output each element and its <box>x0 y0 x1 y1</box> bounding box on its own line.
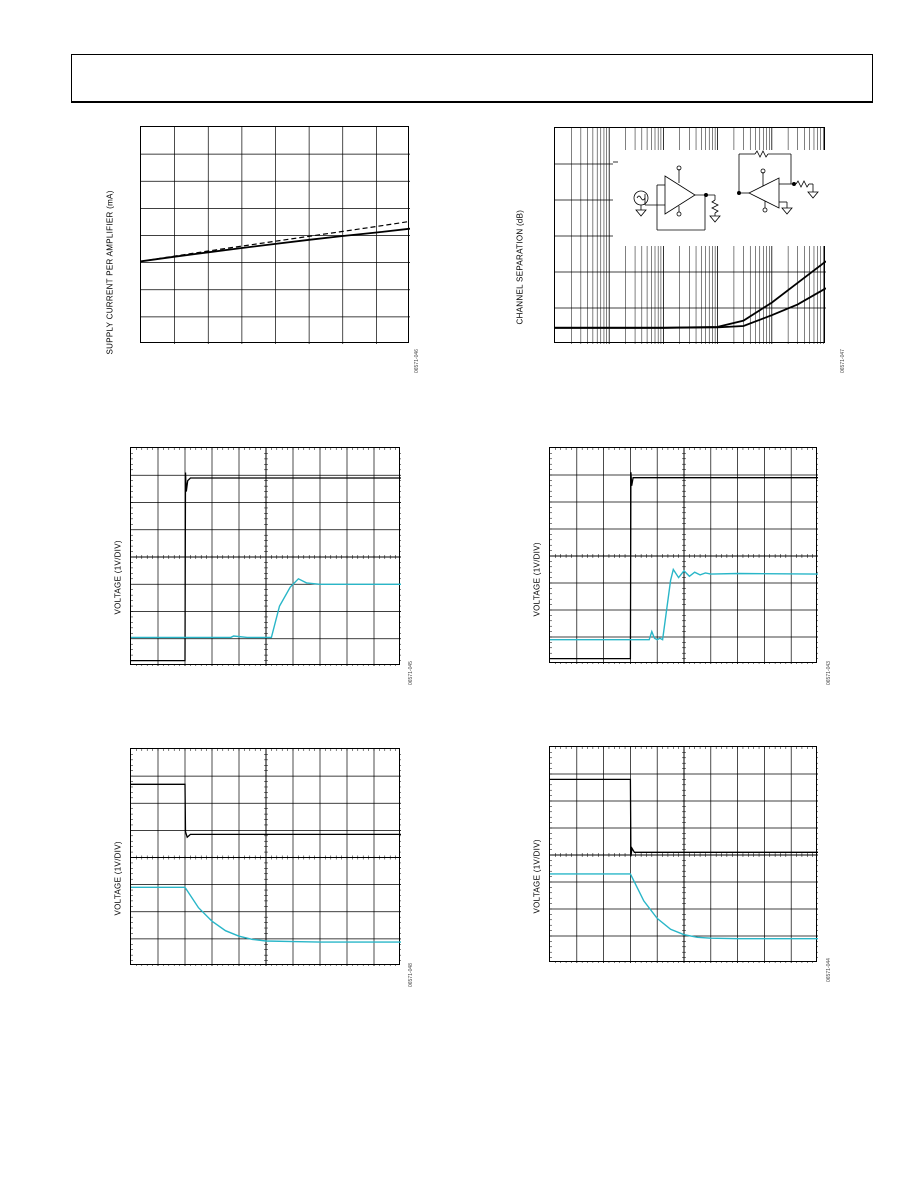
figure-code: 06571-047 <box>840 349 846 373</box>
chart-scope-rising-left <box>130 447 400 665</box>
chart-scope-falling-left <box>130 748 400 965</box>
figure-code: 06571-044 <box>826 958 832 982</box>
plot-svg <box>550 747 818 963</box>
chart-scope-falling-right <box>549 746 817 962</box>
chart-supply-current <box>140 126 409 343</box>
page-header <box>71 54 873 103</box>
test-circuit-schematic <box>555 128 826 344</box>
y-axis-label: CHANNEL SEPARATION (dB) <box>515 209 525 325</box>
y-axis-label: VOLTAGE (1V/DIV) <box>532 542 542 617</box>
plot-svg <box>131 448 401 666</box>
y-axis-label: VOLTAGE (1V/DIV) <box>532 839 542 914</box>
y-axis-label: VOLTAGE (1V/DIV) <box>113 841 123 916</box>
chart-channel-separation <box>554 127 825 343</box>
figure-code: 06571-043 <box>826 661 832 685</box>
y-axis-label: VOLTAGE (1V/DIV) <box>113 540 123 615</box>
figure-code: 06571-045 <box>408 661 414 685</box>
plot-svg <box>141 127 410 344</box>
y-axis-label: SUPPLY CURRENT PER AMPLIFIER (mA) <box>105 190 115 355</box>
figure-code: 06571-048 <box>408 963 414 987</box>
figure-code: 06571-046 <box>414 349 420 373</box>
plot-svg <box>131 749 401 966</box>
chart-scope-rising-right <box>549 447 817 663</box>
plot-svg <box>550 448 818 664</box>
